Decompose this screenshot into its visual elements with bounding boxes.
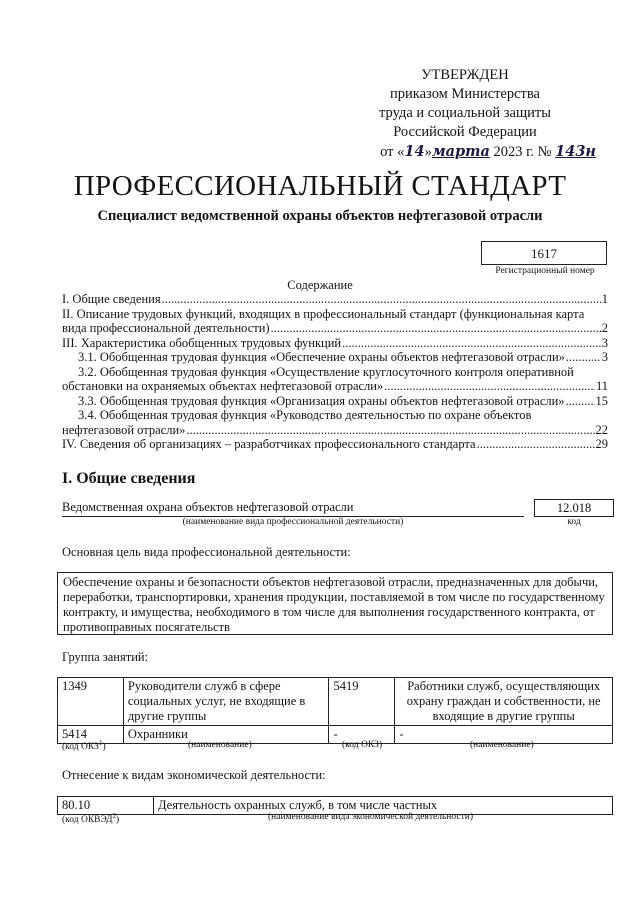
approval-block: [330, 66, 600, 162]
toc-item-cont[interactable]: [62, 321, 608, 336]
toc-item[interactable]: [62, 394, 608, 409]
toc-item-page: 29: [595, 437, 608, 451]
activity-caption: (наименование вида профессиональной деятельности): [182, 517, 404, 527]
toc-item-label: II. Описание трудовых функций, входящих в профессиональный стандарт (функциональная карта: [62, 306, 585, 321]
toc-item-page: 3: [601, 335, 608, 350]
toc-item[interactable]: [62, 292, 608, 307]
toc-item-label: I. Общие сведения: [62, 292, 161, 306]
name-caption-2: (наименование): [470, 740, 534, 750]
registration-number: 1617: [481, 241, 607, 265]
okved-name: Деятельность охранных служб, в том числе частных: [154, 797, 613, 815]
date-day: 14: [404, 143, 425, 160]
toc-item-label: IV. Сведения об организациях – разработчиках профессионального стандарта: [62, 437, 476, 451]
occupations-table: [57, 677, 613, 744]
section-heading: I. Общие сведения: [62, 470, 196, 487]
toc-item-label: 3.3. Обобщенная трудовая функция «Организация охраны объектов нефтегазовой отрасли»: [78, 393, 565, 408]
activity-code: 12.018: [534, 499, 614, 517]
page-subtitle: Специалист ведомственной охраны объектов нефтегазовой отрасли: [97, 208, 543, 224]
approval-line-ministry: труда и социальной защиты: [379, 105, 551, 121]
econ-label: Отнесение к видам экономической деятельности:: [62, 768, 326, 782]
toc-item-page: 11: [595, 379, 608, 393]
registration-label: Регистрационный номер: [495, 266, 595, 276]
toc-item-page: 22: [595, 422, 608, 437]
okved-code: 80.10: [58, 797, 154, 815]
toc-item-page: 2: [601, 321, 608, 335]
approval-date-line: [330, 142, 600, 162]
code-caption: код: [567, 517, 581, 527]
occupation-code: -: [329, 726, 395, 744]
occupation-name: Руководители служб в сфере социальных услуг, не входящие в другие группы: [123, 678, 329, 726]
toc-item-page: 15: [595, 393, 608, 408]
toc-item-cont[interactable]: [62, 379, 608, 394]
toc-item-label: 3.2. Обобщенная трудовая функция «Осуществление круглосуточного контроля оперативной: [78, 364, 574, 379]
date-year: 2023 г. №: [493, 144, 552, 160]
toc-item-label: обстановки на охраняемых объектах нефтегазовой отрасли»: [62, 379, 384, 393]
footnote-ref: 1: [98, 739, 103, 747]
toc-item-cont[interactable]: [62, 423, 608, 438]
toc-item[interactable]: [62, 350, 608, 365]
okved-name-caption: (наименование вида экономической деятельности): [268, 812, 473, 822]
toc-item-label: нефтегазовой отрасли»: [62, 422, 186, 437]
occupation-code: 5414: [58, 726, 124, 744]
table-of-contents: [62, 292, 608, 452]
occupation-name: Охранники: [123, 726, 329, 744]
toc-item-page: 1: [601, 292, 608, 306]
page-title: ПРОФЕССИОНАЛЬНЫЙ СТАНДАРТ: [73, 170, 567, 202]
approval-line-country: Российской Федерации: [393, 124, 537, 140]
toc-heading: Содержание: [287, 278, 353, 292]
occupation-name: -: [395, 726, 613, 744]
activity-name: Ведомственная охрана объектов нефтегазовой отрасли: [62, 500, 524, 517]
okz-code-caption: (код ОКЗ$^1$): [62, 739, 106, 753]
goal-text: Обеспечение охраны и безопасности объектов нефтегазовой отрасли, предназначенных для добычи, переработки, транспортировки, хранения продукции, поставляемой в том числе по государственному контракту, и имущества, необходимого в том числе для выполнения государственного контракта, от противоправных посягательств: [57, 572, 613, 635]
occupation-code: 1349: [58, 678, 124, 726]
toc-item[interactable]: [62, 336, 608, 351]
table-row: [58, 678, 613, 726]
toc-item[interactable]: [62, 365, 608, 380]
date-prefix: от «: [380, 144, 405, 160]
date-quote: »: [424, 144, 432, 160]
toc-item-label: 3.1. Обобщенная трудовая функция «Обеспечение охраны объектов нефтегазовой отрасли»: [78, 350, 565, 364]
name-caption: (наименование): [188, 740, 252, 750]
approval-line-order: приказом Министерства: [390, 86, 540, 102]
group-label: Группа занятий:: [62, 650, 149, 664]
toc-item[interactable]: [62, 307, 608, 322]
approval-heading: УТВЕРЖДЕН: [421, 67, 509, 83]
okz-code-caption-2: (код ОКЗ): [342, 740, 383, 750]
date-month: марта: [431, 143, 490, 160]
toc-item-label: вида профессиональной деятельности): [62, 321, 270, 335]
occupation-name: Работники служб, осуществляющих охрану граждан и собственности, не входящие в другие группы: [395, 678, 613, 726]
toc-item-page: 3: [601, 350, 608, 364]
toc-item-label: 3.4. Обобщенная трудовая функция «Руководство деятельностью по охране объектов: [78, 408, 532, 422]
okved-code-caption: (код ОКВЭД$^2$): [62, 812, 120, 826]
occupation-code: 5419: [329, 678, 395, 726]
goal-label: Основная цель вида профессиональной деятельности:: [62, 545, 351, 559]
toc-item-label: III. Характеристика обобщенных трудовых функций: [62, 335, 342, 350]
order-number: 143н: [555, 143, 596, 160]
toc-item[interactable]: [62, 437, 608, 452]
toc-item[interactable]: [62, 408, 608, 423]
footnote-ref: 2: [112, 812, 116, 820]
